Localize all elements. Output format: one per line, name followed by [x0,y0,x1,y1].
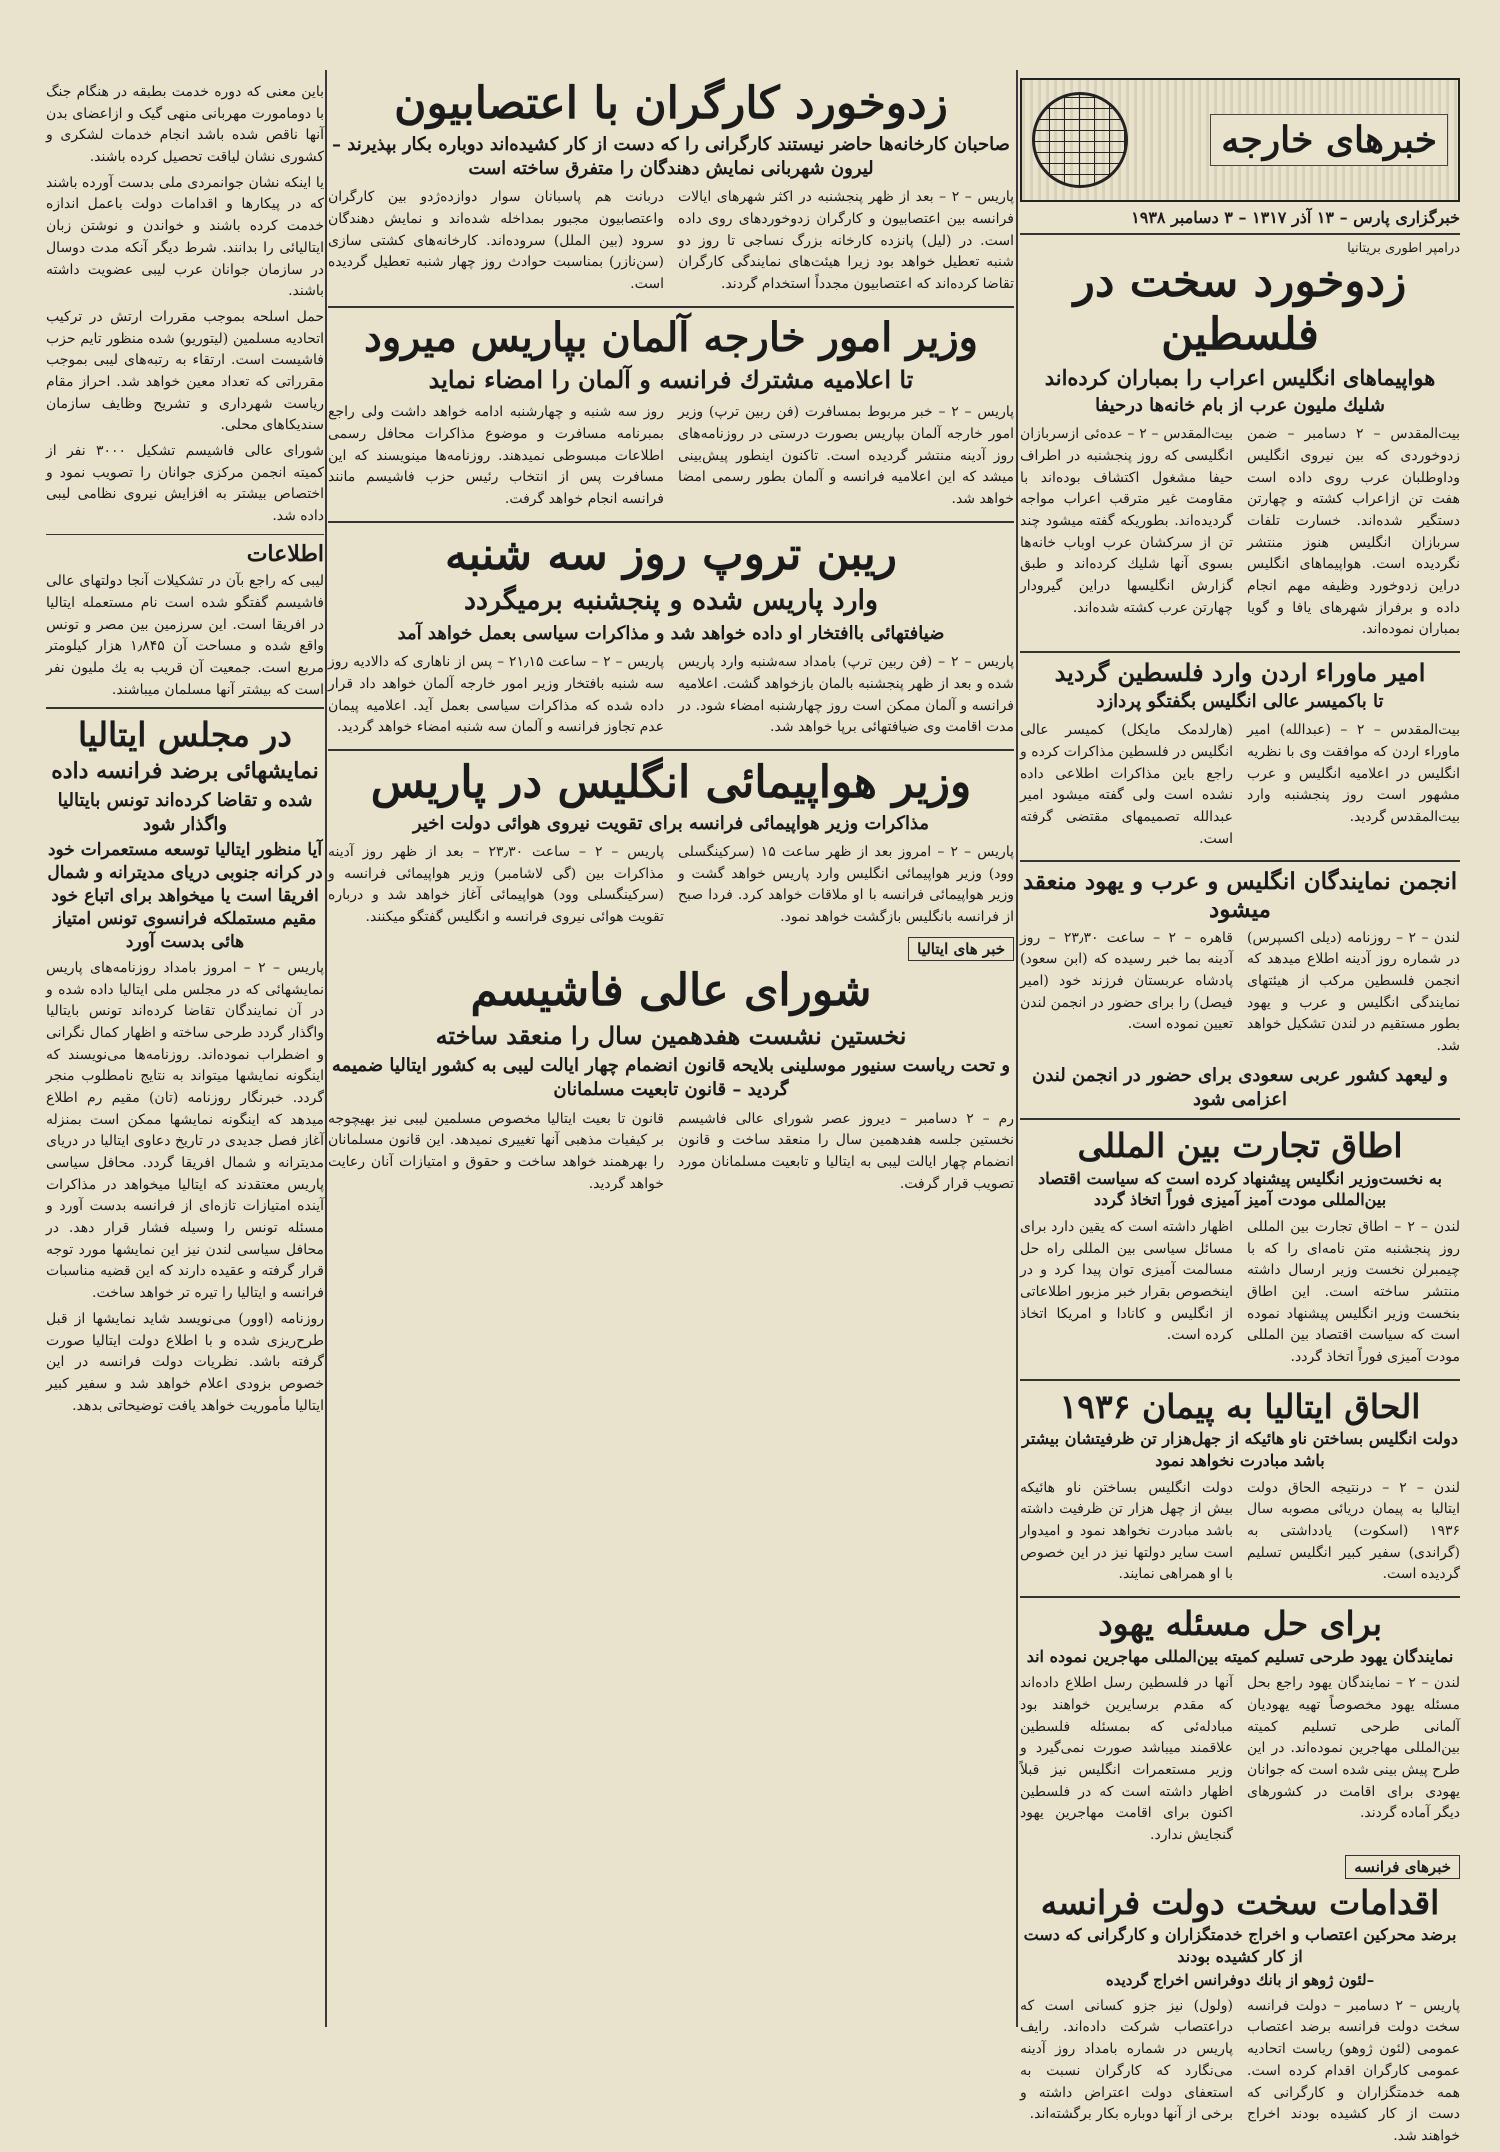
article-body: قاهره – ۲ – ساعت ۲۳٫۳۰ – روز آدینه بما خبر رسیده که (ابن سعود) پادشاه عربستان فرزند خود (امیر فیصل) را برای حضور در انجمن لندن تعیین نموده است. [1020,929,1233,1033]
article-body: لندن – ۲ – اطاق تجارت بین المللی روز پنجشنبه متن نامه‌ای را که با چیمبرلن نخست وزیر ارسال داشته منتشر ساخته است. این اطاق بنخست وزیر انگلیس پیشنهاد نموده است که سیاست اقتصاد بین المللی مودت آمیزی فوراً اتخاذ گردد. [1247,1219,1460,1366]
article-subtitle: تا باکمیسر عالی انگلیس بگفتگو پردازد [1096,690,1384,712]
article-subtitle: مذاکرات وزیر هواپیمائی فرانسه برای تقویت نیروی هوائی دولت اخیر [412,812,930,834]
article-body: بیت‌المقدس – ۲ – عده‌ئی ازسربازان انگلیسی که روز پنجشنبه در اطراف حیفا مشغول اکتشاف بوده‌اند با مقاومت غیر مترقب اعراب مواجه گردیده‌اند. بطوریکه گفته میشود چند تن از سرکشان عرب اوباب خانه‌ها بسوی آنها شلیك کرده‌اند و طبق گزارش انگلیسها دراین گیرودار چهارتن عرب کشته شده‌اند. [1020,426,1233,616]
article-kicker: ضیافتهائی باافتخار او داده خواهد شد و مذاکرات سیاسی بعمل خواهد آمد [397,622,945,644]
article-headline: اقدامات سخت دولت فرانسه [1040,1882,1440,1922]
column-divider [325,70,327,2027]
article-headline: زدوخورد سخت در فلسطین [1073,256,1407,360]
article-body: دربانت هم پاسبانان سوار دوازده‌ژدو بین کارگران واعتصابیون مجبور بمداخله شده‌اند و نمایش دهندگان سرود (بین الملل) سروده‌اند. کارخانه‌های کشتی سازی (سن‌نازر) بمناسبت حوادث روز چهار شنبه تعطیل گردیده است. [328,189,664,293]
column-divider [1016,70,1018,2027]
right-column [1020,78,1461,2144]
article-body: شورای عالی فاشیسم تشکیل ۳۰۰۰ نفر از کمیته انجمن مرکزی جوانان را تصویب نمود و اختصاص بیشتر به افزایش نیروی نظامی لیبی داده شد. [46,443,324,525]
article-body: لندن – ۲ – نمایندگان یهود راجع بحل مسئله یهود مخصوصاً تهیه یهودیان آلمانی طرحی تسلیم کمیته بین‌المللی مهاجرین نموده‌اند. در این طرح پیش بینی شده است که جوانان یهودی برای اقامت در کشورهای دیگر آماده گردند. [1247,1675,1460,1822]
article-kicker: و تحت ریاست سنیور موسلینی بلایحه قانون انضمام چهار ایالت لیبی به کشور ایتالیا ضمیمه گردید – قانون تابعیت مسلمانان [331,1054,1011,1101]
article-subtitle: نمایندگان یهود طرحی تسلیم کمیته بین‌المللی مهاجرین نموده اند [1026,1646,1454,1666]
article-body: پاریس – ۲ – ساعت ۲۱٫۱۵ – پس از ناهاری که دالادیه روز سه شنبه بافتخار وزیر امور خارجه آلمان خواهد داد قرار داده شده که مذاکرات سیاسی بعمل آید. اعلامیه پیمان عدم تجاوز فرانسه و آلمان سه شنبه امضاء خواهد گردید. [328,654,664,736]
article-headline: در مجلس ایتالیا [77,715,293,755]
article-headline: انجمن نمایندگان انگلیس و عرب و یهود منعقد میشود [1022,868,1458,923]
article-body: دولت انگلیس بساختن ناو هائیکه بیش از چهل هزار تن ظرفیت داشته باشد مبادرت نخواهد نمود و امیدوار است سایر دولتها نیز در این خصوص با او همراهی نمایند. [1020,1479,1233,1583]
article-body: روزنامه (اوور) می‌نویسد شاید نمایشها از قبل طرح‌ریزی شده و با اطلاع دولت ایتالیا صورت گرفته باشد. نظریات دولت فرانسه در این خصوص بزودی اعلام خواهد شد و سفیر کبیر ایتالیا مأموریت خواهد یافت توضیحاتی بدهد. [46,1310,324,1414]
article-body: پاریس – ۲ – (فن ربین ترپ) بامداد سه‌شنبه وارد پاریس شده و بعد از ظهر پنجشنبه بالمان بازخواهد گشت. اعلامیه فرانسه و آلمان ممکن است روز چهارشنبه امضاء شود. در مدت اقامت وی ضیافتهائی برپا خواهد شد. [678,654,1014,736]
article-kicker: –لئون ژوهو از بانك دوفرانس اخراج گردیده [1105,1970,1375,1989]
article-body: پاریس – ۲ – امروز بعد از ظهر ساعت ۱۵ (سرکینگسلی وود) وزیر هواپیمائی انگلیس وارد پاریس خواهد گشت و وزیر هواپیمائی فرانسه با او ملاقات خواهد کرد. فردا صبح از فرانسه بانگلیس بازگشت خواهد نمود. [678,844,1014,926]
middle-column [328,78,1014,2047]
article-subtitle: برضد محرکین اعتصاب و اخراج خدمتگزاران و کارگرانی که دست از کار کشیده بودند [1023,1925,1457,1966]
article-body: بیت‌المقدس – ۲ – (عبدالله) امیر ماوراء اردن که موافقت وی با نظریه انگلیس در اعلامیه انگلیس و عرب مشهور است روز پنجشنبه وارد بیت‌المقدس گردید. [1247,722,1460,825]
left-column [46,78,324,2047]
article-headline: ریبن تروپ روز سه شنبه [445,528,897,580]
section-tag: خبرهای فرانسه [1345,1855,1460,1879]
article-body: پاریس – ۲ دسامبر – دولت فرانسه سخت دولت فرانسه برضد اعتصاب عمومی (لئون ژوهو) ریاست اتحادیه عمومی کارگران اقدام کرده است. همه خدمتگزاران و کارگرانی که دست از کار کشیده بودند اخراج خواهند شد. [1247,1997,1461,2144]
article-headline: برای حل مسئله یهود [1097,1604,1383,1644]
article-body: پاریس – ۲ – امروز بامداد روزنامه‌های پاریس نمایشهائی که در مجلس ملی ایتالیا داده شده و در آن نمایندگان تقاضا کرده‌اند تونس بایتالیا واگذار گردد طرحی ساخته و اظهار کمال نگرانی و اضطراب نموده‌اند. روزنامه‌ها می‌نویسند که اینگونه نمایشها میتواند به نتایج نامطلوب منجر گردد. خبرنگار روزنامه (تان) مقیم رم اطلاع میدهد که اینگونه نمایشها ممکن است بمنزله آغاز فصل جدیدی در تاریخ دعاوی ایتالیا در دریای مدیترانه و شمال افریقا گردد. محافل سیاسی پاریس معتقدند که ایتالیا میخواهد در مذاکرات آینده امتیازات تازه‌ای از فرانسه بدست آورد و مسئله تونس را وسیله فشار قرار دهد. در محافل سیاسی لندن نیز این نمایشها مورد توجه قرار گرفته و عقیده دارند که این قضیه مناسبات فرانسه و ایتالیا را تیره تر خواهد ساخت. [46,959,324,1302]
article-headline: وزیر هواپیمائی انگلیس در پاریس [370,756,972,808]
article-headline: وزیر امور خارجه آلمان بپاریس میرود [364,313,978,361]
article-subtitle: نمایشهائی برضد فرانسه داده [51,757,319,784]
article-subtitle: نخستین نشست هفدهمین سال را منعقد ساخته [435,1020,907,1050]
article-body: قانون تا بعیت ایتالیا مخصوص مسلمین لیبی نیز بهیچوجه بر کیفیات مذهبی آنها تغییری نمیدهد. این قانون مسلمانان را بهرهمند خواهد ساخت و حقوق و امتیازات آنان رعایت خواهد گردید. [328,1110,664,1192]
article-body: پاریس – ۲ – خبر مربوط بمسافرت (فن ربین ترپ) وزیر امور خارجه آلمان بپاریس بصورت درستی در روزنامه‌های روز آدینه منتشر گردیده است. تاکنون اینطور پیش‌بینی میشد که این اعلامیه فرانسه و آلمان بطور رسمی امضا خواهد شد. [678,404,1014,507]
section-tag: خبر های ایتالیا [908,937,1014,961]
article-body: (ولول) نیز جزو کسانی است که دراعتصاب شرکت داده‌اند. رایف پاریس در شماره بامداد روز آدینه می‌نگارد که کارگران نسبت به استعفای دولت اعتراض داشته و برخی از آنها دوباره بکار برگشته‌اند. [1020,1997,1233,2123]
article-subtitle: دولت انگلیس بساختن ناو هائیکه از جهل‌هزار تن ظرفیتشان بیشتر باشد مبادرت نخواهد نمود [1022,1429,1458,1471]
article-body: باین معنی که دوره خدمت بطبقه در هنگام جنگ با دومامورت مهربانی منهی گیک و ازاعضای بدن آنها ناقص شده باشد انجام خدمات لشکری و کشوری نشان لیاقت تحصیل کرده باشند. [46,84,324,166]
article-body: بیت‌المقدس – ۲ دسامبر – ضمن زدوخوردی که بین نیروی انگلیس وداوطلبان عرب روی داده است هفت تن ازاعراب کشته و چهارتن دستگیر شده‌اند. خسارت تلفات سربازان انگلیس هنوز منتشر نگردیده است. هواپیماهای انگلیس دراین زدوخورد وظیفه مهم انجام داده و برفراز شهرهای یافا و گویا بمباران نموده‌اند. [1247,426,1461,638]
section-note: درامپر اطوری بریتانیا [1347,241,1460,256]
article-subtitle: هواپیماهای انگلیس اعراب را بمباران کرده‌اند [1044,364,1436,390]
article-subtitle: وارد پاریس شده و پنجشنبه برمیگردد [463,585,879,617]
article-headline: امیر ماوراء اردن وارد فلسطین گردید [1054,658,1426,688]
article-body: اظهار داشته است که یقین دارد برای مسائل سیاسی بین المللی راه حل مسالمت آمیزی توان پیدا کرد و در اینخصوص بقرار خبر مزبور اطلاعاتی از انگلیس و کانادا و امریکا اتخاذ کرده است. [1020,1219,1233,1344]
article-headline: زدوخورد کارگران با اعتصابیون [394,78,948,129]
article-body: پاریس – ۲ – بعد از ظهر پنجشنبه در اکثر شهرهای ایالات فرانسه بین اعتصابیون و کارگران زدوخوردهای روی داده است. در (لیل) پانزده کارخانه بزرگ نساجی تا روز دو شنبه تعطیل خواهد بود زیرا هیئت‌های نمایندگی کارگران تقاضا کرده‌اند که اعتصابیون مجدداً استخدام گردند. [678,189,1014,293]
article-subtitle: به نخست‌وزیر انگلیس پیشنهاد کرده است که سیاست اقتصاد بین‌المللی مودت آمیز آمیزی فوراً اتخاذ گردد [1038,1168,1442,1210]
info-heading: اطلاعات [246,540,324,567]
dateline: خبرگزاری پارس – ۱۳ آذر ۱۳۱۷ – ۳ دسامبر ۱۹۳۸ [1131,208,1460,227]
article-body: پاریس – ۲ – ساعت ۲۳٫۳۰ – بعد از ظهر روز آدینه مذاکرات بین (گی لاشامبر) وزیر هواپیمائی فرانسه و (سرکینگسلی وود) هواپیمائی آغاز خواهد شد و درباره تقویت هوائی نیروی فرانسه و انگلیس گفتگو میکنند. [328,844,664,926]
article-question: آیا منظور ایتالیا توسعه مستعمرات خود در کرانه جنوبی دریای مدیترانه و شمال افریقا است یا میخواهد برای اتباع خود مقیم مستملکه فرانسوی تونس امتیاز هائی بدست آورد [47,840,323,952]
info-body: لیبی که راجع بآن در تشکیلات آنجا دولتهای عالی فاشیسم گفتگو شده است نام مستعمله ایتالیا در افریقا است. این سرزمین بین مصر و تونس واقع شده و مساحت آن ۱٫۸۴۵ هزار کیلومتر مربع است. جمعیت آن قریب به یك ملیون نفر است که بیشتر آنها مسلمان میباشند. [46,573,324,698]
globe-icon [1032,92,1128,188]
article-body: لندن – ۲ – درنتیجه الحاق دولت ایتالیا به پیمان دریائی مصوبه سال ۱۹۳۶ (اسکوت) یادداشتی به (گراندی) سفیر کبیر انگلیس تسلیم گردیده است. [1247,1479,1460,1583]
article-body: لندن – ۲ – روزنامه (دیلی اکسپرس) در شماره روز آدینه اطلاع میدهد که انجمن فلسطین مرکب از هیئتهای نمایندگی انگلیس و عرب و یهود بطور مستقیم در لندن تشکیل خواهد شد. [1247,929,1460,1054]
article-kicker: و لیعهد کشور عربی سعودی برای حضور در انجمن لندن اعزامی شود [1032,1064,1448,1110]
article-body: آنها در فلسطین رسل اطلاع داده‌اند که مقدم برسایرین خواهند بود مبادله‌ئی که بمسئله فلسطین علاقمند میباشد صورت نمی‌گیرد و وزیر مستعمرات انگلیس نیز قبلاً اظهار داشته است که در فلسطین اکنون برای اقامت مهاجرین یهود گنجایش ندارد. [1020,1675,1233,1844]
article-headline: الحاق ایتالیا به پیمان ۱۹۳۶ [1059,1386,1421,1426]
article-subtitle: تا اعلامیه مشترك فرانسه و آلمان را امضاء نماید [428,364,914,394]
article-body: روز سه شنبه و چهارشنبه ادامه خواهد داشت ولی راجع بمبرنامه مسافرت و موضوع مذاکرات محافل رسمی اطلاعات مبسوطی نمیدهند. روزنامه‌ها مینویسند که این مسافرت پس از انتخاب رئیس حزب فاشیسم مانند فرانسه انجام خواهد گرفت. [328,404,664,507]
article-kicker: شده و تقاضا کرده‌اند تونس بایتالیا واگذار شود [57,789,313,835]
article-headline: اطاق تجارت بین المللی [1077,1126,1403,1166]
article-body: یا اینکه نشان جوانمردی ملی بدست آورده باشند که در پیکار‌ها و اقدامات دولت باعمل اندازه خدمت کرده باشند و خواندن و نوشتن زبان ایتالیائی را بدانند. شرط دیگر آنکه مدت دوسال در سازمان جوانان عرب لیبی عضویت داشته باشند. [46,174,324,300]
article-kicker: شلیك مليون عرب از بام خانه‌ها درحیفا [1095,394,1385,416]
foreign-news-masthead [1020,78,1460,202]
article-body: (هارلدمک مایکل) کمیسر عالی انگلیس در فلسطین مذاکرات کرده و راجع باین مذاکرات اطلاعی داده نشده است ولی گفته میشود امیر عبدالله تصمیمهای مقتضی گرفته است. [1020,722,1233,847]
article-subtitle: صاحبان کارخانه‌ها حاضر نیستند کارگرانی را که دست از کار کشیده‌اند دوباره بکار بپذیرند – لیرون شهربانی نمایش دهندگان را متفرق ساخته است [332,133,1010,180]
article-body: رم – ۲ دسامبر – دیروز عصر شورای عالی فاشیسم نخستین جلسه هفدهمین سال را منعقد ساخت و قانون انضمام چهار ایالت لیبی به ایتالیا و تابعیت مسلمانان مورد تصویب قرار گرفت. [678,1110,1014,1192]
masthead-title: خبرهای خارجه [1210,114,1448,166]
article-body: حمل اسلحه بموجب مقررات ارتش در ترکیب اتحادیه مسلمین (لیتوریو) شده منظور تایم حزب فاشیست است. ارتقاء به رتبه‌های لیبی بموجب مقرراتی که تعداد معین خواهد شد. احراز مقام ریاست شهرداری و تشریح وظایف سازمان سنديكاهای محلی. [46,308,324,434]
article-headline: شورای عالی فاشیسم [470,964,872,1016]
